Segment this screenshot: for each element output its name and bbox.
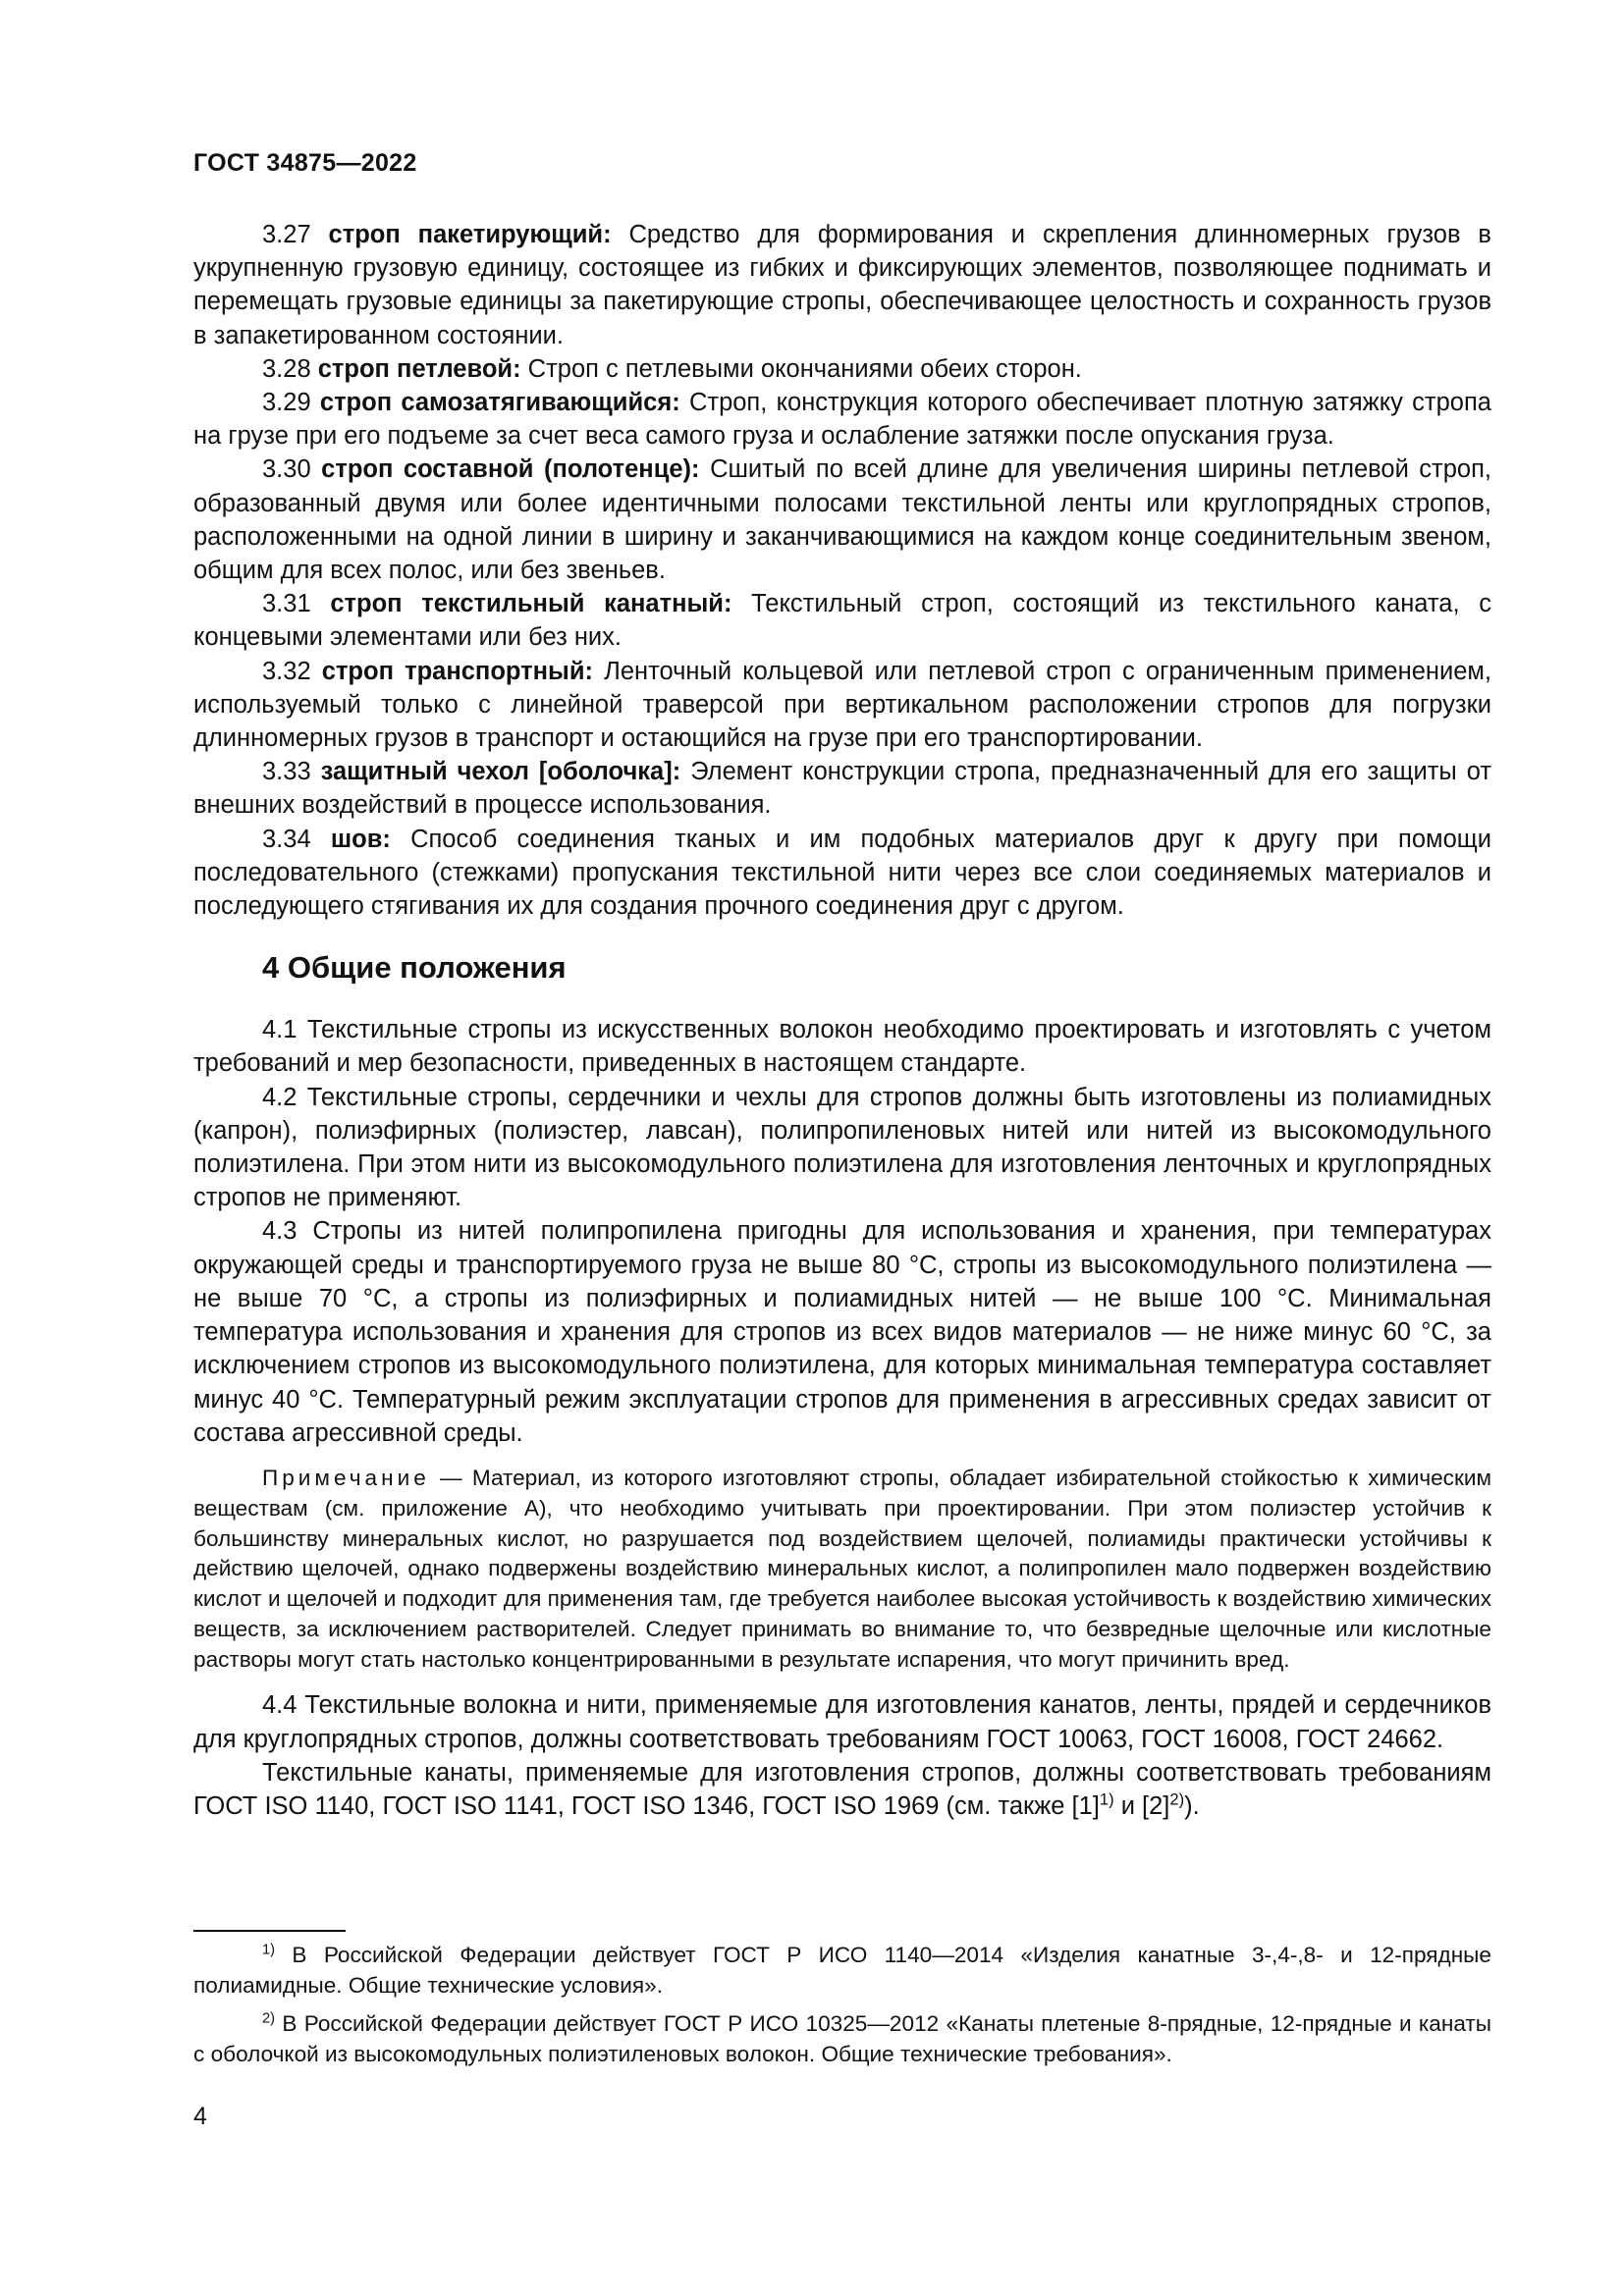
document-body	[193, 218, 1491, 1823]
paragraph-4-4: 4.4 Текстильные волокна и нити, применяемые для изготовления канатов, ленты, прядей и сердечников для круглопрядных стропов, должны соответствовать требованиям ГОСТ 10063, ГОСТ 16008, ГОСТ 24662.	[193, 1691, 1491, 1753]
note-text: — Материал, из которого изготовляют стропы, обладает избирательной стойкостью к химическим веществам (см. приложение А), что необходимо учитывать при проектировании. При этом полиэстер устойчив к большинству минеральных кислот, но разрушается под воздействием щелочей, полиамиды практически устойчивы к действию щелочей, однако подвержены воздействию минеральных кислот, а полипропилен мало подвержен воздействию кислот и щелочей и подходит для применения там, где требуется наиболее высокая устойчивость к воздействию химических веществ, за исключением растворителей. Следует принимать во внимание то, что безвредные щелочные или кислотные растворы могут стать настолько концентрированными в результате испарения, что могут причинить вред.	[193, 1465, 1491, 1672]
note	[193, 1464, 1491, 1676]
term-3-27: 3.27 строп пакетирующий: Средство для формирования и скрепления длинномерных грузов в укрупненную грузовую единицу, состоящее из гибких и фиксирующих элементов, позволяющее поднимать и перемещать грузовые единицы за пакетирующие стропы, обеспечивающее целостность и сохранность грузов в запакетированном состоянии.	[193, 221, 1491, 349]
document-header: ГОСТ 34875—2022	[193, 149, 417, 177]
paragraph-4-5: Текстильные канаты, применяемые для изготовления стропов, должны соответствовать требованиям ГОСТ ISO 1140, ГОСТ ISO 1141, ГОСТ ISO 1346, ГОСТ ISO 1969 (см. также $[1]^{1)}$ и $[2]^{2)}$).	[193, 1758, 1491, 1821]
page-number: 4	[193, 2103, 207, 2130]
paragraph-4-3: 4.3 Стропы из нитей полипропилена пригодны для использования и хранения, при температурах окружающей среды и транспортируемого груза не выше 80 °С, стропы из высокомодульного полиэтилена — не выше 70 °С, а стропы из полиэфирных и полиамидных нитей — не выше 100 °С. Минимальная температура использования и хранения для стропов из всех видов материалов — не ниже минус 60 °С, за исключением стропов из высокомодульного полиэтилена, для которых минимальная температура составляет минус 40 °С. Температурный режим эксплуатации стропов для применения в агрессивных средах зависит от состава агрессивной среды.	[193, 1217, 1491, 1447]
term-3-28: 3.28 строп петлевой: Строп с петлевыми окончаниями обеих сторон.	[262, 354, 1082, 383]
footnote-1: $^{1)}$ В Российской Федерации действует ГОСТ Р ИСО 1140—2014 «Изделия канатные 3-,4-,8- и 12-прядные полиамидные. Общие технические условия».	[193, 1942, 1491, 1998]
term-3-29: 3.29 строп самозатягивающийся: Строп, конструкция которого обеспечивает плотную затяжку стропа на грузе при его подъеме за счет веса самого груза и ослабление затяжки после опускания груза.	[193, 389, 1491, 451]
term-3-33: 3.33 защитный чехол [оболочка]: Элемент конструкции стропа, предназначенный для его защиты от внешних воздействий в процессе использования.	[193, 758, 1491, 820]
paragraph-4-2: 4.2 Текстильные стропы, сердечники и чехлы для стропов должны быть изготовлены из полиамидных (капрон), полиэфирных (полиэстер, лавсан), полипропиленовых нитей или нитей из высокомодульного полиэтилена. При этом нити из высокомодульного полиэтилена для изготовления ленточных и круглопрядных стропов не применяют.	[193, 1083, 1491, 1212]
term-3-34: 3.34 шов: Способ соединения тканых и им подобных материалов друг к другу при помощи последовательного (стежками) пропускания текстильной нити через все слои соединяемых материалов и последующего стягивания их для создания прочного соединения друг с другом.	[193, 825, 1491, 921]
footnote-2: $^{2)}$ В Российской Федерации действует ГОСТ Р ИСО 10325—2012 «Канаты плетеные 8-прядные, 12-прядные и канаты с оболочкой из высокомодульных полиэтиленовых волокон. Общие технические требования».	[193, 2010, 1491, 2066]
section-4-title: 4 Общие положения	[262, 950, 567, 986]
footnote-separator	[193, 1930, 346, 1932]
term-3-30: 3.30 строп составной (полотенце): Сшитый по всей длине для увеличения ширины петлевой строп, образованный двумя или более идентичными полосами текстильной ленты или круглопрядных стропов, расположенными на одной линии в ширину и заканчивающимися на каждом конце соединительным звеном, общим для всех полос, или без звеньев.	[193, 455, 1491, 585]
term-3-32: 3.32 строп транспортный: Ленточный кольцевой или петлевой строп с ограниченным применением, используемый только с линейной траверсой при вертикальном расположении стропов для погрузки длинномерных грузов в транспорт и остающийся на грузе при его транспортировании.	[193, 657, 1492, 753]
footnotes	[193, 1940, 1491, 2077]
paragraph-4-1: 4.1 Текстильные стропы из искусственных волокон необходимо проектировать и изготовлять с учетом требований и мер безопасности, приведенных в настоящем стандарте.	[193, 1016, 1491, 1078]
term-3-31: 3.31 строп текстильный канатный: Текстильный строп, состоящий из текстильного каната, с концевыми элементами или без них.	[193, 590, 1492, 652]
note-label: Примечание	[262, 1465, 430, 1490]
